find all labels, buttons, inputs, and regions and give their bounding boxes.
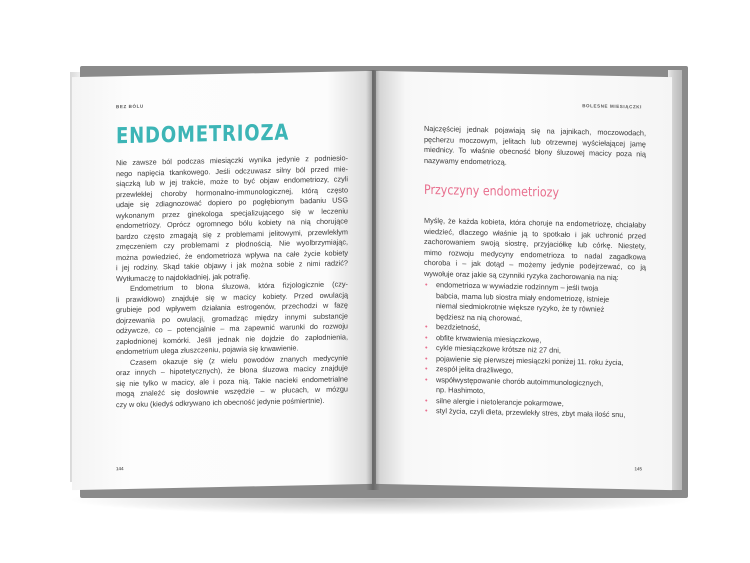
body-line: wykonanym przez ginekologa specjalizującego się w leczeniu xyxy=(116,205,348,220)
book-gutter xyxy=(366,70,380,490)
body-line: wywołuje oraz jakie są czynniki ryzyka zachorowania na nią: xyxy=(424,268,619,282)
body-line: Czasem okazuje się (z wielu powodów znanych medycynie xyxy=(130,352,348,367)
body-line: zachorowaniem swoją siostrę, przyjaciółkę lub córkę. Niestety, xyxy=(424,236,646,251)
body-line: można powiedzieć, że endometrioza wpływa na całe życie kobiety xyxy=(116,247,348,262)
body-line: nego napięcia tkankowego. Jeśli odczuwasz silny ból przed mie- xyxy=(116,163,348,178)
body-line: oraz innych – hipotetycznych), że błona śluzowa macicy znajduje xyxy=(116,363,348,378)
section-subheading: Przyczyny endometriozy xyxy=(424,182,560,201)
body-line: przewlekłej choroby hormonalno-immunologicznej, którą często xyxy=(116,184,348,199)
list-item: • silne alergie i nietolerancje pokarmowe, xyxy=(424,395,646,410)
list-item: • zespół jelita drażliwego, xyxy=(424,364,646,379)
body-line: pęcherzu moczowym, jelitach lub otrzewnej wyściełającej jamę xyxy=(424,134,646,149)
body-line: zmęczeniem czy problemami z płodnością. Nie wyolbrzymiając, xyxy=(116,237,348,252)
body-line: li prawidłowo) znajduje się w macicy kobiety. Przed owulacją xyxy=(116,289,348,304)
list-item: np. Hashimoto, xyxy=(436,385,486,396)
body-line: mogą znaleźć się dosłownie wszędzie – w płucach, w mózgu xyxy=(116,384,348,399)
body-line: odżywcze, co – potencjalnie – ma zapewnić warunki do rozwoju xyxy=(116,321,348,336)
list-item: • współwystępowanie chorób autoimmunologicznych, xyxy=(424,374,646,389)
page-number-left: 144 xyxy=(116,466,124,472)
body-line: zapłodnionej komórki. Jeśli jednak nie dojdzie do zapłodnienia, xyxy=(116,331,348,346)
page-number-right: 145 xyxy=(634,466,642,472)
list-item: • cykle miesiączkowe krótsze niż 27 dni, xyxy=(424,343,646,358)
body-line: siączką lub w jej trakcie, może to być objaw endometriozy, czyli xyxy=(116,174,348,189)
body-line: i jej rodziny. Skąd takie objawy i jak można sobie z nimi radzić? xyxy=(116,258,348,273)
right-page xyxy=(376,71,672,490)
list-item: • endometrioza w wywiadzie rodzinnym – jeśli twoja xyxy=(424,280,646,295)
list-item: • bezdzietność, xyxy=(424,322,646,337)
list-item: • obfite krwawienia miesiączkowe, xyxy=(424,332,646,347)
body-line: czy w oku (kiedyś odkrywano ich obecność jedynie pośmiertnie). xyxy=(116,395,325,409)
body-line: się nie tylko w macicy, ale i poza nią. Takie nacieki endometrialne xyxy=(116,373,348,388)
body-line: Najczęściej jednak pojawiają się na jajnikach, moczowodach, xyxy=(424,123,646,138)
list-item: • styl życia, czyli dieta, przewlekły stres, zbyt mała ilość snu, xyxy=(424,406,646,421)
risk-factor-list-wrap xyxy=(424,280,646,421)
body-line: endometriozy. Oprócz ogromnego bólu kobiety na nią chorujące xyxy=(116,216,348,231)
running-head-right: BOLESNE MIESIĄCZKI xyxy=(582,103,642,110)
body-line: wiedzieć, dlaczego właśnie ją to spotkało i jak uchronić przed xyxy=(424,226,646,241)
right-body-text xyxy=(424,216,646,284)
risk-factor-list xyxy=(424,280,646,421)
running-head-left: BEZ BÓLU xyxy=(116,103,144,110)
list-item: babcia, mama lub siostra miały endometriozę, istnieje xyxy=(436,290,610,304)
body-line: dojrzewania po owulacji, gromadząc między innymi substancje xyxy=(116,310,348,325)
body-line: Nie zawsze ból podczas miesiączki wynika jedynie z podniesio- xyxy=(116,153,348,168)
body-line: udaje się zdiagnozować dopiero po pogłębionym badaniu USG xyxy=(116,195,348,210)
left-page xyxy=(72,71,372,490)
left-body-text xyxy=(116,153,348,410)
body-line: nazywamy endometriozą. xyxy=(424,155,507,167)
list-item: • pojawienie się pierwszej miesiączki poniżej 11. roku życia, xyxy=(424,353,646,368)
list-item: będziesz na nią chorować, xyxy=(436,311,522,323)
body-line: Myślę, że każda kobieta, która choruje na endometriozę, chciałaby xyxy=(424,215,646,230)
body-line: Endometrium to błona śluzowa, która fizjologicznie (czy- xyxy=(130,279,348,293)
body-line: Wytłumaczę to najdokładniej, jak potrafię. xyxy=(116,270,251,283)
chapter-title: ENDOMETRIOZA xyxy=(116,120,290,150)
list-item: niemal siedmiokrotnie większe ryzyko, że ty również xyxy=(436,301,605,314)
right-intro-text xyxy=(424,124,646,171)
body-line: mimo rozwoju medycyny endometrioza to nadal zagadkowa xyxy=(424,247,646,262)
body-line: bardzo często zmagają się z problemami jelitowymi, przewlekłym xyxy=(116,226,348,241)
body-line: endometrium ulega złuszczeniu, pojawia się krwawienie. xyxy=(116,343,299,357)
body-line: grubieje pod wpływem działania estrogenów, przechodzi w fazę xyxy=(116,300,348,315)
body-line: miednicy. To właśnie obecność błony śluzowej macicy poza nią xyxy=(424,144,646,159)
body-line: choroba i – jak dotąd – możemy jedynie podejrzewać, co ją xyxy=(424,257,646,272)
